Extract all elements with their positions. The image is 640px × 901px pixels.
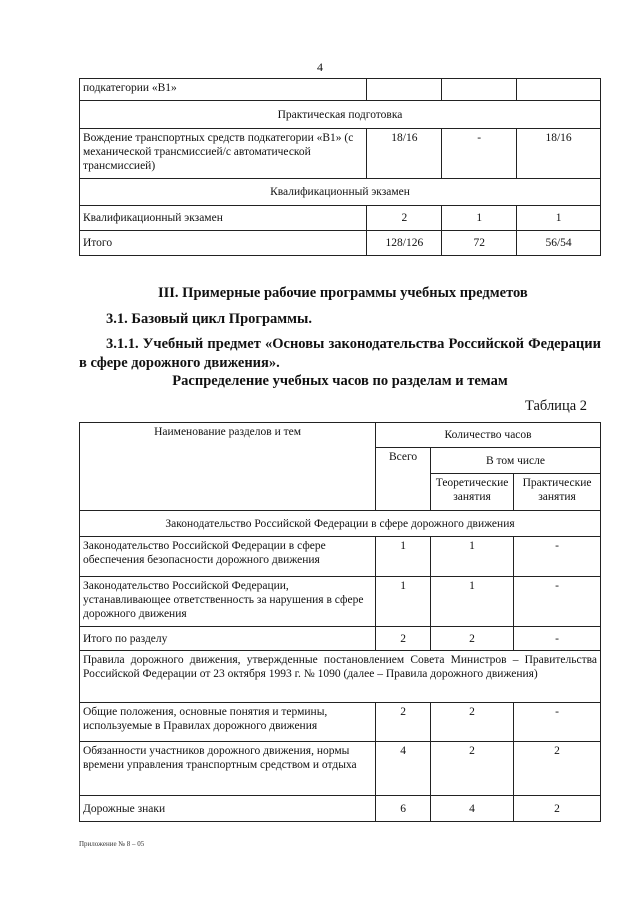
cell-theory: 2 [431,742,514,796]
header-row [80,423,601,448]
table-row [80,627,601,651]
cell-practice: - [514,703,601,742]
header-total: Всего [376,448,431,511]
header-hours: Количество часов [376,423,601,448]
page-number: 4 [317,60,323,74]
section-row [80,101,601,129]
cell-total: 6 [376,796,431,822]
table-row [80,79,601,101]
table-1 [79,78,601,256]
row-label: Итого [80,231,367,256]
section-title: Квалификационный экзамен [80,179,601,206]
table-row [80,577,601,627]
header-theory: Теоретические занятия [431,474,514,511]
table-row [80,796,601,822]
cell-value: 18/16 [517,129,601,179]
subject-heading: 3.1.1. Учебный предмет «Основы законодательства Российской Федерации в сфере дорожного движения». [79,336,601,371]
table-row [80,231,601,256]
cell-value: 72 [442,231,517,256]
cell-total: 1 [376,537,431,577]
table-row [80,742,601,796]
cell-practice: - [514,577,601,627]
section-title: Практическая подготовка [80,101,601,129]
row-label: Квалификационный экзамен [80,206,367,231]
section-row [80,651,601,703]
cell-value: 18/16 [367,129,442,179]
cell-value: 56/54 [517,231,601,256]
table-row [80,537,601,577]
cell-total: 2 [376,703,431,742]
cell-practice: - [514,537,601,577]
section-heading: III. Примерные рабочие программы учебных предметов [158,285,528,301]
row-label: Законодательство Российской Федерации, устанавливающее ответственность за нарушения в сфере дорожного движения [80,577,376,627]
row-label: Итого по разделу [80,627,376,651]
cell-total: 4 [376,742,431,796]
row-label: Законодательство Российской Федерации в сфере обеспечения безопасности дорожного движения [80,537,376,577]
cell-total: 1 [376,577,431,627]
row-label: подкатегории «B1» [80,79,367,101]
section-row [80,511,601,537]
cell-value: 1 [517,206,601,231]
section-title: Законодательство Российской Федерации в сфере дорожного движения [80,511,601,537]
cell-practice: 2 [514,796,601,822]
table-row [80,703,601,742]
table-row [80,206,601,231]
cell-practice: - [514,627,601,651]
header-name: Наименование разделов и тем [80,423,376,511]
cell-practice: 2 [514,742,601,796]
cell-theory: 2 [431,703,514,742]
cell-theory: 1 [431,537,514,577]
footer-note: Приложение № 8 – 05 [79,840,145,848]
cell-value: - [442,129,517,179]
table-row [80,129,601,179]
cell-value: 2 [367,206,442,231]
subsection-heading: 3.1. Базовый цикл Программы. [106,311,312,327]
cell-value: 1 [442,206,517,231]
header-practice: Практические занятия [514,474,601,511]
section-title: Правила дорожного движения, утвержденные постановлением Совета Министров – Правительства Российской Федерации от 23 октября 1993 г. № 1090 (далее – Правила дорожного движения) [80,651,601,703]
table-2 [79,422,601,822]
cell-total: 2 [376,627,431,651]
row-label: Общие положения, основные понятия и термины, используемые в Правилах дорожного движения [80,703,376,742]
header-including: В том числе [431,448,601,474]
cell-theory: 2 [431,627,514,651]
distribution-heading: Распределение учебных часов по разделам и темам [172,373,508,389]
row-label: Обязанности участников дорожного движения, нормы времени управления транспортным средством и отдыха [80,742,376,796]
row-label: Дорожные знаки [80,796,376,822]
cell-theory: 4 [431,796,514,822]
row-label: Вождение транспортных средств подкатегории «B1» (с механической трансмиссией/с автоматической трансмиссией) [80,129,367,179]
section-row [80,179,601,206]
table-label: Таблица 2 [525,398,588,414]
cell-theory: 1 [431,577,514,627]
cell-value: 128/126 [367,231,442,256]
